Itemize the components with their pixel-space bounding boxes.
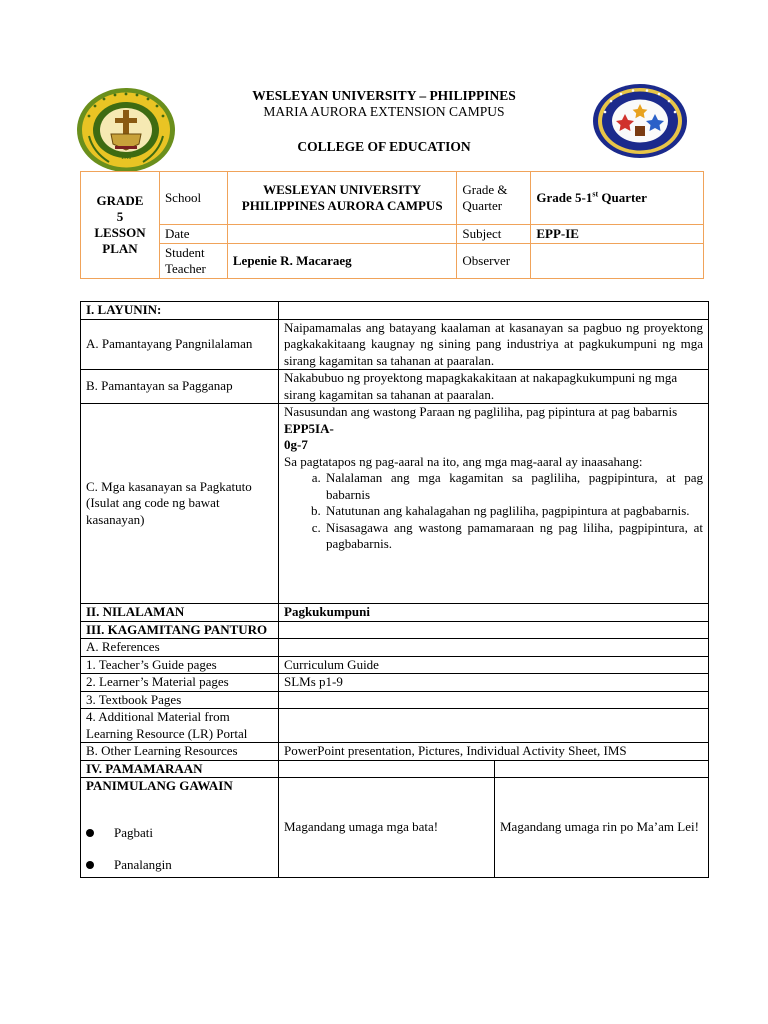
university-name: WESLEYAN UNIVERSITY – PHILIPPINES [252,88,516,103]
svg-text:1946: 1946 [121,156,131,161]
lesson-info-table [80,171,704,279]
observer-label: Observer [457,244,531,279]
pamantayang-pangnilalaman-value: Naipamamalas ang batayang kaalaman at kasanayan sa pagbuo ng proyektong pagkakakitaang kaugnay ng sining pang industriya at pagkukumpuni ng mga sirang kagamitan sa tahanan at paaralan. [279,319,709,370]
pamantayan-sa-pagganap-value: Nakabubuo ng proyektong mapagkakakitaan at nakapagkukumpuni ng mga sirang kagamitan sa tahanan at paaralan. [279,370,709,404]
additional-material-label: 4. Additional Material from Learning Resource (LR) Portal [81,709,279,743]
learners-material-value: SLMs p1-9 [279,674,709,692]
school-label: School [159,172,227,225]
teacher-activity-cell: Magandang umaga mga bata! [279,778,495,878]
other-resources-label: B. Other Learning Resources [81,743,279,761]
grade-quarter-value: Grade 5-1st Quarter [531,172,704,225]
bullet-item-panalangin: Panalangin [86,857,273,874]
school-value: WESLEYAN UNIVERSITY PHILIPPINES AURORA CAMPUS [227,172,457,225]
kasanayan-objectives-list [284,470,703,553]
panimulang-gawain-cell [81,778,279,878]
date-label: Date [159,225,227,244]
student-activity-cell: Magandang umaga rin po Ma’am Lei! [495,778,709,878]
lesson-plan-table [80,301,709,878]
kasanayan-label: C. Mga kasanayan sa Pagkatuto (Isulat ang code ng bawat kasanayan) [81,404,279,604]
kagamitang-panturo-heading: III. KAGAMITANG PANTURO [81,621,279,639]
student-teacher-value: Lepenie R. Macaraeg [227,244,457,279]
student-teacher-label: Student Teacher [159,244,227,279]
pamamaraan-heading: IV. PAMAMARAAN [81,760,279,778]
observer-value [531,244,704,279]
textbook-pages-label: 3. Textbook Pages [81,691,279,709]
kasanayan-code: 0g-7 [284,437,308,452]
layunin-heading: I. LAYUNIN: [81,302,279,320]
teachers-guide-value: Curriculum Guide [279,656,709,674]
kasanayan-value [279,404,709,604]
references-label: A. References [81,639,279,657]
panimulang-gawain-heading: PANIMULANG GAWAIN [86,778,233,793]
grade-quarter-label: Grade & Quarter [457,172,531,225]
kasanayan-intro: Nasusundan ang wastong Paraan ng pagliliha, pag pipintura at pag babarnis EPP5IA- [284,404,678,436]
grade-lesson-plan-label: GRADE 5 LESSON PLAN [81,172,160,279]
pamantayang-pangnilalaman-label: A. Pamantayang Pangnilalaman [81,319,279,370]
objective-item: c. Nisasagawa ang wastong pamamaraan ng pag liliha, pagpipintura, at pagbabarnis. [324,520,703,553]
kasanayan-lead: Sa pagtatapos ng pag-aaral na ito, ang mga mag-aaral ay inaasahang: [284,453,643,469]
campus-name: MARIA AURORA EXTENSION CAMPUS [263,104,505,119]
subject-label: Subject [457,225,531,244]
college-name: COLLEGE OF EDUCATION [297,139,471,154]
objective-item: b. Natutunan ang kahalagahan ng pagliliha, pagpipintura at pagbabarnis. [324,503,703,520]
objective-item: a. Nalalaman ang mga kagamitan sa pagliliha, pagpipintura, at pag babarnis [324,470,703,503]
other-resources-value: PowerPoint presentation, Pictures, Individual Activity Sheet, IMS [279,743,709,761]
bullet-icon [86,861,94,869]
nilalaman-value: Pagkukumpuni [279,604,709,622]
bullet-item-pagbati: Pagbati [86,825,273,842]
learners-material-label: 2. Learner’s Material pages [81,674,279,692]
pamantayan-sa-pagganap-label: B. Pamantayan sa Pagganap [81,370,279,404]
bullet-icon [86,829,94,837]
date-value [227,225,457,244]
teachers-guide-label: 1. Teacher’s Guide pages [81,656,279,674]
subject-value: EPP-IE [531,225,704,244]
nilalaman-heading: II. NILALAMAN [81,604,279,622]
